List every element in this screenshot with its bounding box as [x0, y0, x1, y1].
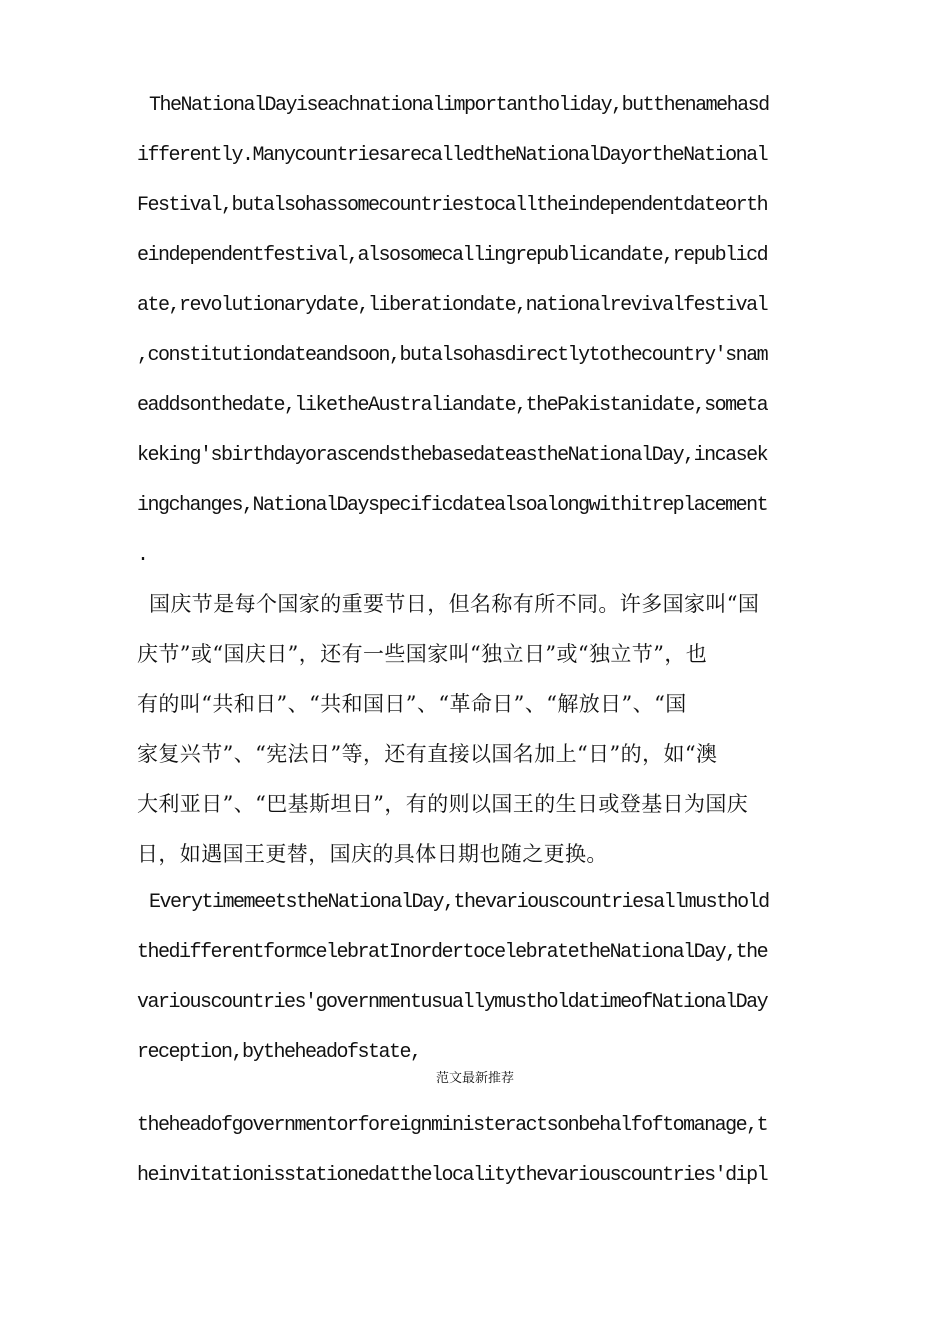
text-line: 庆节”或“国庆日”，还有一些国家叫“独立日”或“独立节”，也: [137, 642, 708, 666]
text-line: variouscountries'governmentusuallymustholdatimeofNationalDay: [137, 991, 768, 1014]
text-line: 国庆节是每个国家的重要节日，但名称有所不同。许多国家叫“国: [149, 592, 760, 616]
page-footer-label: 范文最新推荐: [435, 1071, 514, 1086]
text-line: 家复兴节”、“宪法日”等，还有直接以国名加上“日”的，如“澳: [137, 742, 718, 766]
text-line: reception,bytheheadofstate,: [137, 1041, 421, 1064]
text-line: 大利亚日”、“巴基斯坦日”，有的则以国王的生日或登基日为国庆: [137, 792, 749, 816]
text-line: eaddsonthedate,liketheAustraliandate,thePakistanidate,someta: [137, 394, 768, 417]
text-line: heinvitationisstationedatthelocalitythevariouscountries'dipl: [137, 1164, 768, 1187]
text-line: EverytimemeetstheNationalDay,thevariouscountriesallmusthold: [149, 891, 769, 914]
text-line: 有的叫“共和日”、“共和国日”、“革命日”、“解放日”、“国: [137, 692, 687, 716]
text-line: ate,revolutionarydate,liberationdate,nationalrevivalfestival: [137, 294, 768, 317]
text-line: eindependentfestival,alsosomecallingrepublicandate,republicd: [137, 244, 768, 267]
text-line: ifferently.ManycountriesarecalledtheNationalDayortheNational: [137, 144, 768, 167]
text-line: thedifferentformcelebratInordertocelebratetheNationalDay,the: [137, 941, 768, 964]
text-line: .: [137, 544, 148, 567]
text-line: TheNationalDayiseachnationalimportantholiday,butthenamehasd: [149, 94, 769, 117]
text-line: ingchanges,NationalDayspecificdatealsoalongwithitreplacement: [137, 494, 768, 517]
text-line: theheadofgovernmentorforeignministeractsonbehalfoftomanage,t: [137, 1114, 768, 1137]
text-line: ,constitutiondateandsoon,butalsohasdirectlytothecountry'snam: [137, 344, 768, 367]
text-line: 日，如遇国王更替，国庆的具体日期也随之更换。: [137, 842, 608, 866]
text-line: keking'sbirthdayorascendsthebasedateastheNationalDay,incasek: [137, 444, 768, 467]
text-line: Festival,butalsohassomecountriestocalltheindependentdateorth: [137, 194, 768, 217]
